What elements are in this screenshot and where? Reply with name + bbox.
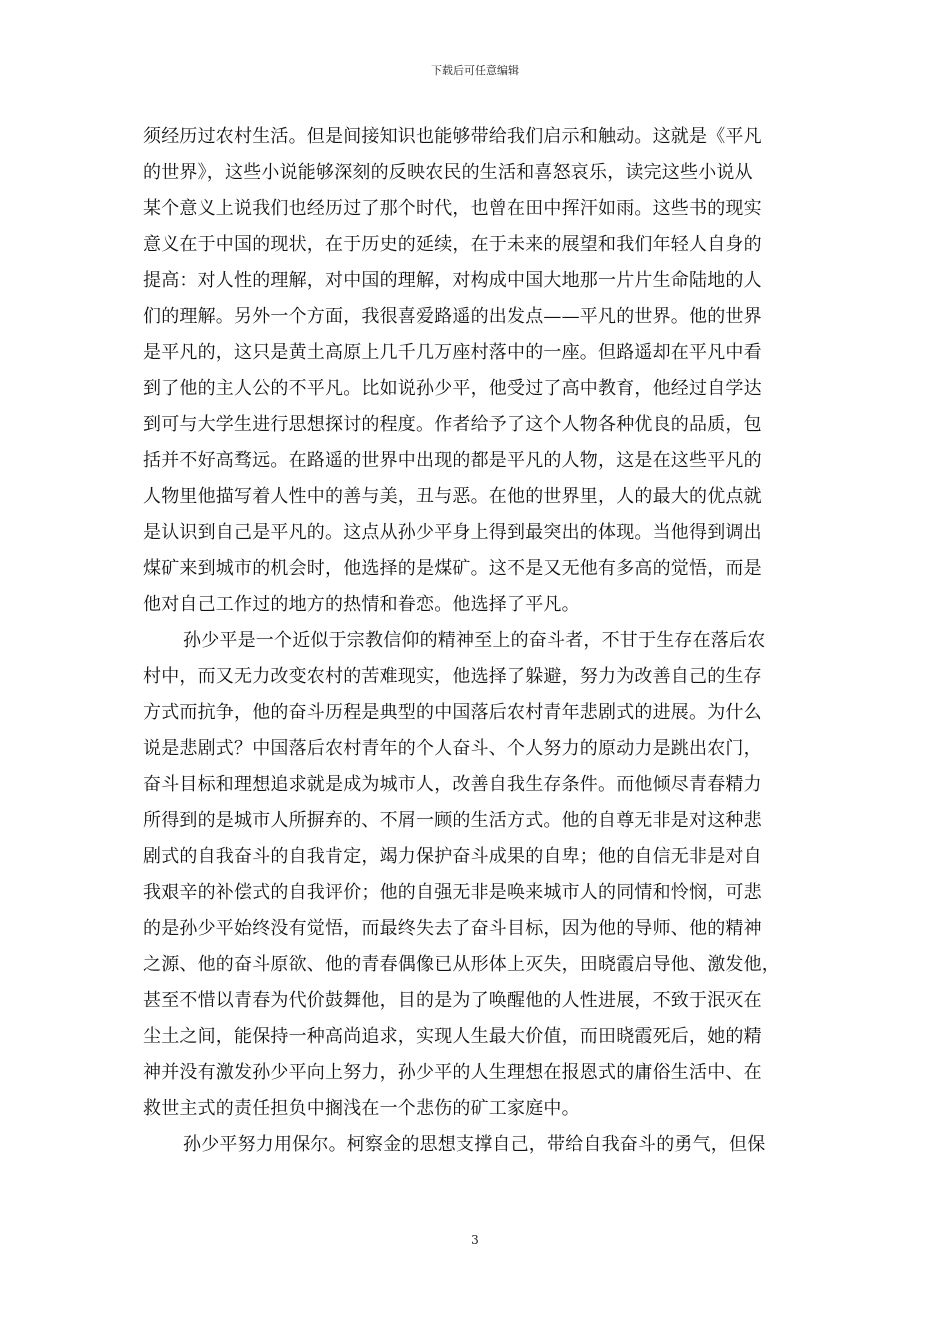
text-line: 的世界》，这些小说能够深刻的反映农民的生活和喜怒哀乐，读完这些小说从 [143, 162, 753, 183]
text-line: 奋斗目标和理想追求就是成为城市人，改善自我生存条件。而他倾尽青春精力 [143, 774, 762, 795]
text-line: 煤矿来到城市的机会时，他选择的是煤矿。这不是又无他有多高的觉悟，而是 [143, 558, 762, 579]
text-line: 意义在于中国的现状，在于历史的延续，在于未来的展望和我们年轻人自身的 [143, 234, 762, 255]
text-line: 孙少平努力用保尔。柯察金的思想支撑自己，带给自我奋斗的勇气，但保 [183, 1134, 766, 1155]
text-line: 尘土之间，能保持一种高尚追求，实现人生最大价值，而田晓霞死后，她的精 [143, 1026, 762, 1047]
text-line: 提高：对人性的理解，对中国的理解，对构成中国大地那一片片生命陆地的人 [143, 270, 762, 291]
text-line: 们的理解。另外一个方面，我很喜爱路遥的出发点——平凡的世界。他的世界 [143, 306, 762, 327]
text-line: 神并没有激发孙少平向上努力，孙少平的人生理想在报恩式的庸俗生活中、在 [143, 1062, 762, 1083]
text-line: 是平凡的，这只是黄土高原上几千几万座村落中的一座。但路遥却在平凡中看 [143, 342, 762, 363]
text-line: 甚至不惜以青春为代价鼓舞他，目的是为了唤醒他的人性进展，不致于泯灭在 [143, 990, 762, 1011]
page-number: 3 [471, 1233, 479, 1247]
text-line: 说是悲剧式？中国落后农村青年的个人奋斗、个人努力的原动力是跳出农门， [143, 738, 762, 759]
text-line: 村中，而又无力改变农村的苦难现实，他选择了躲避，努力为改善自己的生存 [143, 666, 762, 687]
text-line: 人物里他描写着人性中的善与美，丑与恶。在他的世界里，人的最大的优点就 [143, 486, 762, 507]
text-line: 的是孙少平始终没有觉悟，而最终失去了奋斗目标，因为他的导师、他的精神 [143, 918, 762, 939]
text-line: 孙少平是一个近似于宗教信仰的精神至上的奋斗者，不甘于生存在落后农 [183, 630, 766, 651]
text-line: 须经历过农村生活。但是间接知识也能够带给我们启示和触动。这就是《平凡 [143, 126, 762, 147]
text-line: 救世主式的责任担负中搁浅在一个悲伤的矿工家庭中。 [143, 1098, 580, 1119]
text-line: 到了他的主人公的不平凡。比如说孙少平，他受过了高中教育，他经过自学达 [143, 378, 762, 399]
text-line: 方式而抗争，他的奋斗历程是典型的中国落后农村青年悲剧式的进展。为什么 [143, 702, 762, 723]
text-line: 之源、他的奋斗原欲、他的青春偶像已从形体上灭失，田晓霞启导他、激发他， [143, 954, 780, 975]
document-body [143, 119, 808, 1163]
text-line: 到可与大学生进行思想探讨的程度。作者给予了这个人物各种优良的品质，包 [143, 414, 762, 435]
text-line: 是认识到自己是平凡的。这点从孙少平身上得到最突出的体现。当他得到调出 [143, 522, 762, 543]
text-line: 我艰辛的补偿式的自我评价；他的自强无非是唤来城市人的同情和怜悯，可悲 [143, 882, 762, 903]
text-line: 某个意义上说我们也经历过了那个时代，也曾在田中挥汗如雨。这些书的现实 [143, 198, 762, 219]
page-header: 下载后可任意编辑 [431, 64, 519, 77]
text-line: 括并不好高骛远。在路遥的世界中出现的都是平凡的人物，这是在这些平凡的 [143, 450, 762, 471]
text-line: 所得到的是城市人所摒弃的、不屑一顾的生活方式。他的自尊无非是对这种悲 [143, 810, 762, 831]
text-line: 他对自己工作过的地方的热情和眷恋。他选择了平凡。 [143, 594, 580, 615]
text-line: 剧式的自我奋斗的自我肯定，竭力保护奋斗成果的自卑；他的自信无非是对自 [143, 846, 762, 867]
